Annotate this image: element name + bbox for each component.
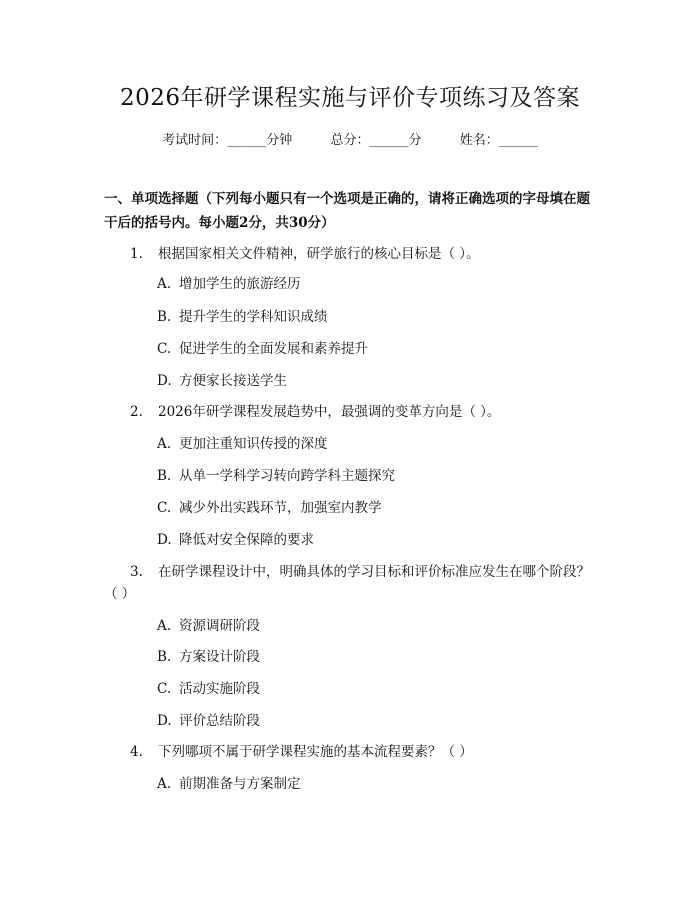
option-3d (157, 710, 597, 732)
option-letter: C. (157, 500, 172, 516)
option-1a (157, 273, 597, 295)
question-text: 根据国家相关文件精神，研学旅行的核心目标是（ ）。 (158, 246, 480, 262)
option-text: 减少外出实践环节，加强室内教学 (179, 500, 382, 516)
question-number: 1. (130, 246, 143, 262)
section-heading: 一、单项选择题（下列每小题只有一个选项是正确的，请将正确选项的字母填在题干后的括号内。每小题2分，共30分） (104, 191, 590, 231)
option-text: 方案设计阶段 (179, 649, 260, 665)
option-2c (157, 497, 597, 519)
time-label: 考试时间： (162, 133, 228, 148)
option-text: 资源调研阶段 (179, 618, 260, 634)
question-text: 在研学课程设计中，明确具体的学习目标和评价标准应发生在哪个阶段？（ ） (104, 564, 590, 602)
question-1 (104, 243, 598, 265)
name-blank: ______ (498, 133, 538, 148)
option-letter: B. (157, 468, 172, 484)
exam-meta-line (0, 131, 700, 151)
option-letter: C. (157, 681, 172, 697)
question-4 (104, 741, 598, 763)
option-2d (157, 529, 597, 551)
option-text: 降低对安全保障的要求 (179, 532, 314, 548)
option-letter: D. (157, 373, 172, 389)
page-title: 2026年研学课程实施与评价专项练习及答案 (119, 85, 581, 111)
option-text: 活动实施阶段 (179, 681, 260, 697)
option-4a (157, 773, 597, 795)
option-text: 促进学生的全面发展和素养提升 (179, 341, 368, 357)
option-letter: A. (157, 776, 172, 792)
question-number: 3. (130, 564, 143, 580)
option-1c (157, 338, 597, 360)
option-text: 更加注重知识传授的深度 (179, 436, 328, 452)
score-label: 总分： (330, 133, 370, 148)
option-letter: B. (157, 649, 172, 665)
option-text: 方便家长接送学生 (179, 373, 287, 389)
option-text: 从单一学科学习转向跨学科主题探究 (179, 468, 395, 484)
option-2a (157, 433, 597, 455)
score-blank: ______ (369, 133, 409, 148)
option-3b (157, 646, 597, 668)
question-number: 4. (130, 744, 143, 760)
option-letter: D. (157, 713, 172, 729)
question-2 (104, 401, 598, 423)
option-2b (157, 465, 597, 487)
option-1d (157, 370, 597, 392)
option-text: 增加学生的旅游经历 (179, 276, 301, 292)
option-letter: C. (157, 341, 172, 357)
option-3a (157, 615, 597, 637)
option-text: 评价总结阶段 (179, 713, 260, 729)
question-text: 下列哪项不属于研学课程实施的基本流程要素？（ ） (158, 744, 473, 760)
option-letter: A. (157, 436, 172, 452)
option-letter: B. (157, 309, 172, 325)
option-text: 前期准备与方案制定 (179, 776, 301, 792)
score-unit: 分 (408, 133, 422, 148)
question-3 (104, 561, 599, 605)
option-3c (157, 678, 597, 700)
time-blank: ______ (227, 133, 267, 148)
name-label: 姓名： (459, 133, 499, 148)
option-1b (157, 306, 597, 328)
question-text: 2026年研学课程发展趋势中，最强调的变革方向是（ ）。 (158, 404, 501, 420)
question-number: 2. (130, 404, 143, 420)
option-text: 提升学生的学科知识成绩 (179, 309, 328, 325)
option-letter: A. (157, 618, 172, 634)
option-letter: D. (157, 532, 172, 548)
time-unit: 分钟 (266, 133, 293, 148)
option-letter: A. (157, 276, 172, 292)
